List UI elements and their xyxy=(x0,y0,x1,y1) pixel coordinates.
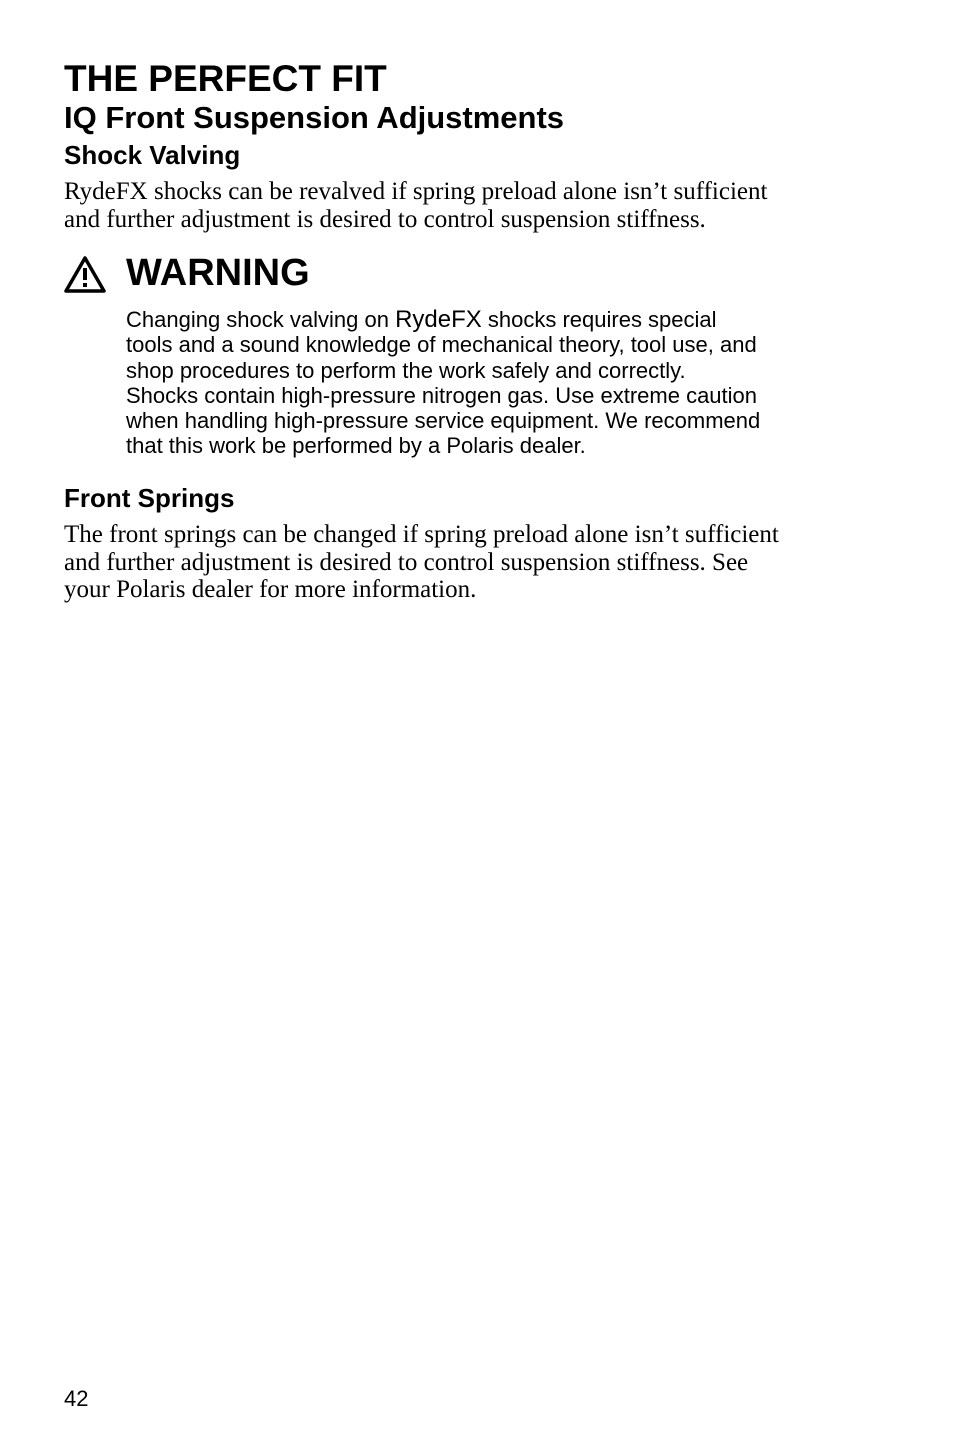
paragraph-line: and further adjustment is desired to control suspension stiffness. xyxy=(64,205,706,233)
section-title: IQ Front Suspension Adjustments xyxy=(64,100,565,135)
warning-title: WARNING xyxy=(126,252,310,294)
shock-valving-heading: Shock Valving xyxy=(64,140,241,170)
warning-line: when handling high-pressure service equipment. We recommend xyxy=(126,408,761,434)
page-title: THE PERFECT FIT xyxy=(64,58,387,99)
paragraph-line: and further adjustment is desired to control suspension stiffness. See xyxy=(64,548,749,576)
warning-line: tools and a sound knowledge of mechanical theory, tool use, and xyxy=(126,332,757,358)
warning-line-prefix: Changing shock valving on xyxy=(126,307,396,332)
warning-line-suffix: shocks requires special xyxy=(481,307,717,332)
warning-triangle-icon xyxy=(64,256,106,293)
shock-valving-paragraph xyxy=(64,178,767,233)
page-number: 42 xyxy=(64,1386,89,1411)
warning-line: that this work be performed by a Polaris dealer. xyxy=(126,433,586,459)
paragraph-line: RydeFX shocks can be revalved if spring preload alone isn’t sufficient xyxy=(64,178,768,205)
brand-name: RydeFX xyxy=(395,306,482,333)
paragraph-line: The front springs can be changed if spring preload alone isn’t sufficient xyxy=(64,521,779,548)
front-springs-heading: Front Springs xyxy=(64,483,235,513)
warning-line: shop procedures to perform the work safely and correctly. xyxy=(126,357,686,383)
warning-text xyxy=(126,307,760,459)
paragraph-line: your Polaris dealer for more information. xyxy=(64,576,477,603)
warning-line: Shocks contain high-pressure nitrogen gas. Use extreme caution xyxy=(126,382,758,408)
front-springs-paragraph xyxy=(64,521,779,604)
